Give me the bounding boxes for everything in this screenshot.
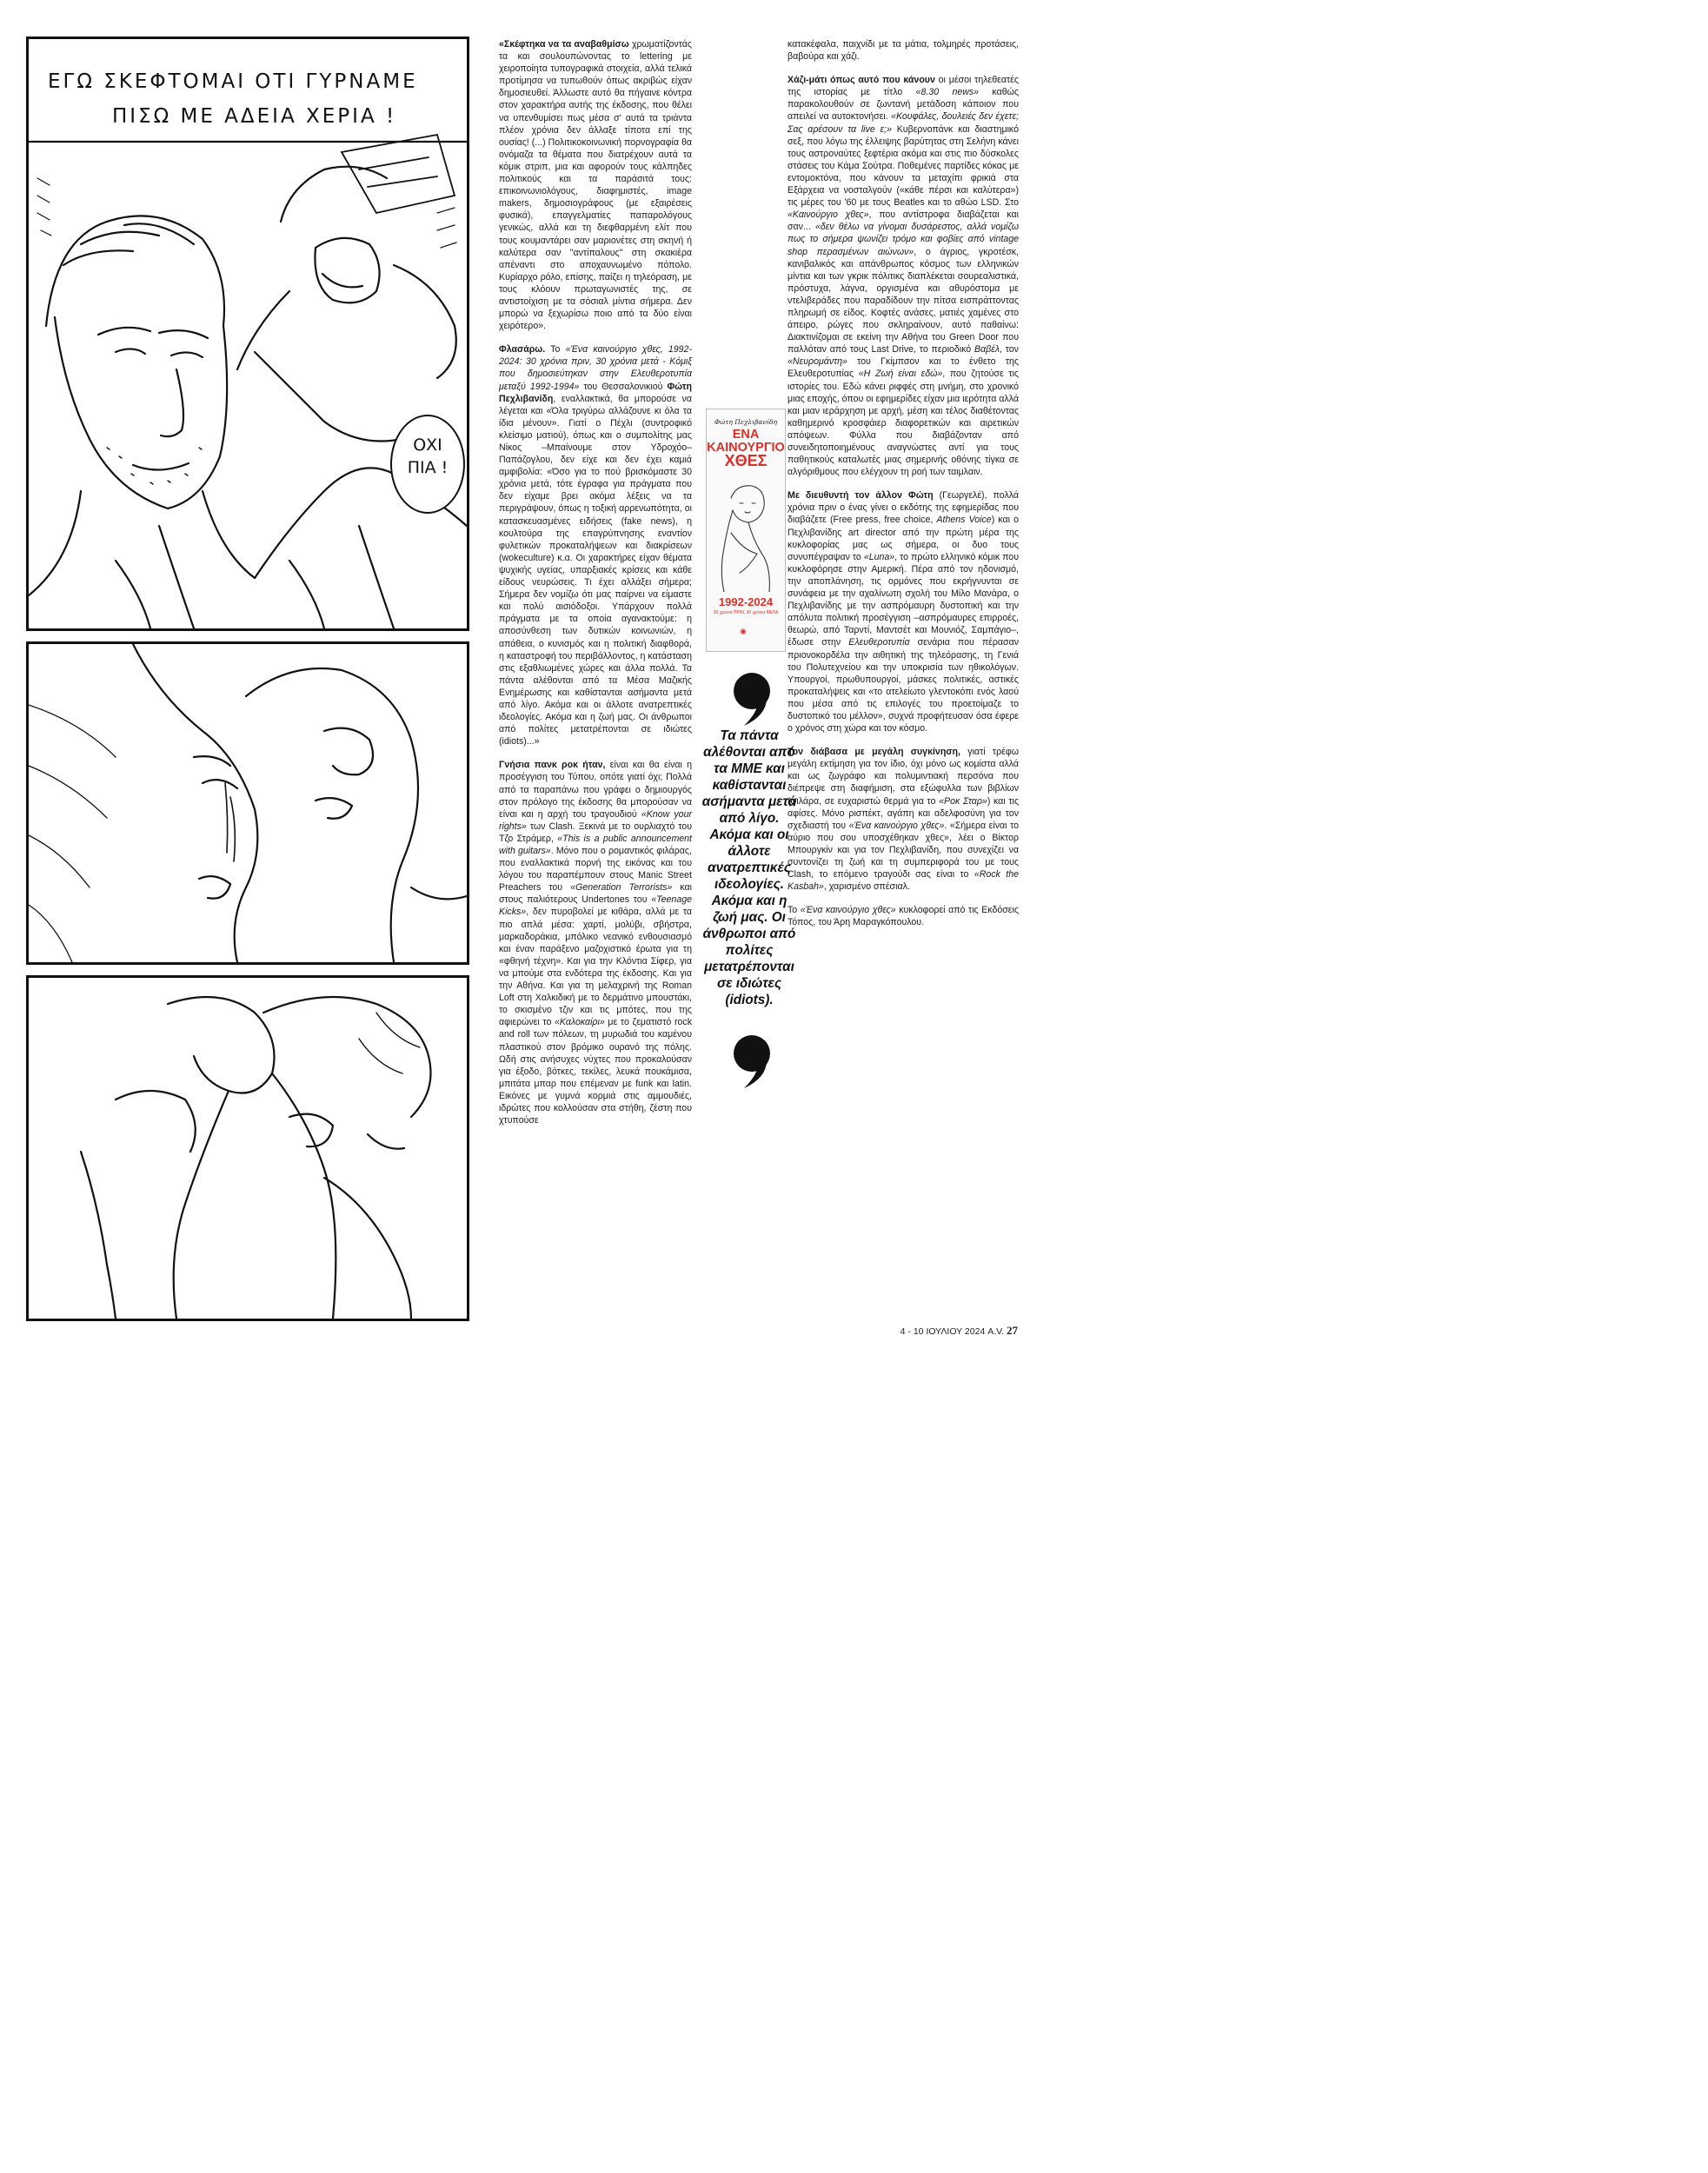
paragraph: [499, 343, 692, 748]
paragraph-text: καθώς παρακολουθούν σε ζωντανή μετάδοση κάποιον που απειλεί να αυτοκτονήσει.: [788, 87, 1019, 123]
paragraph-text: , εναλλακτικά, θα μπορούσε να λέγεται και «Όλα τριγύρω αλλάζουνε κι όλα τα ίδια μένουν». Γιατί ο Πέχλι (συντροφικό κλείσιμο ματιού), όπως και ο συμπολίτης μας Νίκος –Μπαίνουμε στον Υδροχόο– Παπάζογλου, δεν είχε και δεν έχει καμιά αμφιβολία: «Όσο για το πού βρισκόμαστε 30 χρόνια μετά, τότε έγραφα για πράγματα που δεν είχαμε βρει ακόμα λέξεις να τα περιγράψουν, όπως η τοξική αρρενωπότητα, οι κατασκευασμένες ειδήσεις (fake news), η κουλτούρα της επαγρύπνησης εναντίον φυλετικών προκαταλήψεων και διακρίσεων (wokeculture) κ.α. Οι χαρακτήρες είχαν θέματα ψυχικής υγείας, υπαρξιακές κρίσεις και κάθε είδους νευρώσεις. Τι έχει αλλάξει σήμερα; Σήμερα δεν νομίζω ότι μας παίρνει να είμαστε και πολύ αισιόδοξοι. Υπάρχουν πολλά πράγματα με τα οποία αγανακτούμε: η αποσύνθεση των δυτικών κοινωνιών, η απάθεια, ο κυνισμός και η πολιτική διαφθορά, η καταστροφή του περιβάλλοντος, η κατάσταση στις εξαθλιωμένες χώρες και άλλα πολλά. Τα πάντα αλέθονται από τα Μέσα Μαζικής Ενημέρωσης και καθίστανται ασήμαντα μετά από λίγο. Ακόμα και οι άλλοτε ανατρεπτικές ιδεολογίες. Ακόμα και η ζωή μας. Οι άνθρωποι από πολίτες μετατρέπονται σε ιδιώτες (idiots)...»: [499, 393, 692, 748]
book-title: «Νευρομάντη»: [788, 356, 847, 368]
magazine-name: A.V.: [987, 1326, 1005, 1337]
paragraph-text: , που ζητούσε τις ιστορίες του. Εδώ κάνει ριφφές στη μνήμη, στο χρονικό μιας εποχής, όπου οι εφημερίδες είχαν μια ιερότητα αλλά και μιαν ιεράρχηση με αρχή, μέση και τέλος διαθέτοντας καθημερινό κροσφάιερ διαφορετικών και αιρετικών απόψεων. Φύλλα που διαβάζονταν από συνειδητοποιημένους αναγνώστες αντί για τους παθητικούς καταλωτές μιας σημερινής οθόνης τίγκα σε αλγόριθμους που ελέγχουν τη ροή των ταιμλαιν.: [788, 369, 1019, 478]
paragraph-text: ) και τις αφίσες. Μόνο ρισπέκτ, αγάπη και αδελφοσύνη για τον σχεδιαστή του: [788, 795, 1019, 831]
paragraph-lead: Χάζι-μάτι όπως αυτό που κάνουν: [788, 75, 935, 86]
paragraph-text: είναι και θα είναι η προσέγγιση του Τύπου, οπότε γιατί όχι; Πολλά από τα παραπάνω που γράφει ο δημιουργός στον πρόλογο της έκδοσης θα μπορούσαν να είναι και η αρχή του τραγουδιού: [499, 760, 692, 820]
paragraph: [788, 489, 1019, 734]
paragraph: [788, 904, 1019, 928]
story-title: «8.30 news»: [915, 87, 980, 98]
paragraph-lead: «Σκέφτηκα να τα αναβαθμίσω: [499, 39, 629, 50]
paragraph-text: , ο άγριος, γκροτέσκ, κανιβαλικός και απάνθρωπος κόσμος των ελληνικών μίντια και των γκρικ πόλιτικς διαπλέκεται σουρεαλιστικά, πρόστυχα, λάγνα, οργισμένα και αθυρόστομα με ντελιβεράδες που παραδίδουν την πίτσα εισπράττοντας πληρωμή σε είδος. Κοφτές ανάσες, ματιές χαμένες στο άπειρο, ρώγες που σκληραίνουν, αυτό παθαίνω: Διακτινίζομαι σε εκείνη την Αθήνα του Green Door που παλλόταν από τους Last Drive, το περιοδικό: [788, 246, 1019, 356]
publisher-logo-icon: ◉: [740, 627, 747, 635]
song-title: «Know your rights»: [499, 808, 692, 832]
page-footer: [901, 1324, 1018, 1338]
paragraph-text: γιατί τρέφω μεγάλη εκτίμηση για τον ίδιο, όχι μόνο ως κομίστα αλλά και ως ζωγράφο και πολυμιντιακή περσόνα που διέπρεψε στη διαφήμιση, στα εξώφυλλα των βιβλίων (φιλάρα, σε ευχαριστώ θερμά για το: [788, 747, 1019, 807]
book-cover-image: [706, 409, 786, 652]
paragraph-text: με το ζεματιστό rock and roll των πόλεων, τη μυρωδιά του καμένου πλαστικού στον βρόμικο ουρανό της πόλης. Ωδή στις ανήσυχες νύχτες που προκαλούσαν για έξοδο, βότκες, τεκίλες, λευκά πουκάμισα, μπιτάτα μπαρ που επέμεναν με funk και latin. Εικόνες με γυμνά κορμιά στις αμμουδιές, ιδρώτες που κολλούσαν στα στήθη, ζέστη που χτυπούσε: [499, 1017, 692, 1126]
cover-illustration: [714, 481, 778, 592]
paragraph-lead: Τον διάβασα με μεγάλη συγκίνηση,: [788, 747, 960, 758]
cover-years: 1992-2024: [718, 595, 774, 608]
book-title: «Ροκ Σταρ»: [939, 795, 987, 807]
book-title: «Καινούργιο χθες»: [788, 209, 869, 221]
magazine-title: Βαβέλ: [974, 344, 1000, 356]
quote-text: «Κουφάλες, δουλειές δεν έχετε; Σας αρέσουν τα live ε;»: [788, 111, 1019, 135]
paragraph-text: , που αντίστροφα διαβάζεται και σαν...: [788, 209, 1019, 233]
speech-bubble: [390, 415, 465, 514]
supplement-title: «Η Ζωή είναι εδώ»: [858, 369, 943, 380]
comic-panel-2: [26, 641, 469, 965]
comic-caption-line-1: ΕΓΩ ΣΚΕΦΤΟΜΑΙ ΟΤΙ ΓΥΡΝΑΜΕ: [48, 70, 418, 93]
book-title: «Ένα καινούργιο χθες»: [800, 905, 896, 916]
paragraph-text: , τον: [1000, 344, 1019, 356]
paragraph-text: , το πρώτο ελληνικό κόμικ που κυκλοφόρησε στην Αμερική. Πέρα από τον ηδονισμό, την αποπλάνηση, τις ορμόνες που εκρήγνυνται σε συνάφεια με την αχαλίνωτη σχολή του Μίλο Μανάρα, ο Πεχλιβανίδης με την ασπρόμαυρη δυστοπική και την απόλυτα πολιτική προσέγγιση –ασπρόμαυρες επιρροές, θεωρώ, από Ταρντί, Μαντσέτ και Μουνιόζ, Σαμπάγιο–, έδωσε στην: [788, 551, 1019, 648]
paragraph-text: του Γκίμπσον και το ένθετο της Ελευθεροτυπίας: [788, 356, 1019, 380]
quote-close-icon: [732, 1034, 772, 1090]
cover-title-line: ΚΑΙΝΟΥΡΓΙΟ: [707, 441, 785, 455]
paragraph-text: και στους παλιότερους Undertones του: [499, 882, 693, 906]
paragraph-text: (Γεωργελέ), πολλά χρόνια πριν ο ένας γίνει ο εκδότης της εφημερίδας που διαβάζετε (Free press, free choice,: [788, 490, 1020, 526]
cover-subtitle: 30 χρόνια ΠΡΙΝ, 30 χρόνια ΜΕΤΑ: [713, 610, 779, 615]
paragraph-lead: Γνήσια πανκ ροκ ήταν,: [499, 760, 606, 771]
paragraph: [788, 74, 1019, 478]
quote-text: «δεν θέλω να γίνομαι δυσάρεστος, αλλά νομίζω πως το σήμερα ψωνίζει τρόμο και φοβίες από vintage shop περασμένων αιώνων»: [788, 222, 1020, 257]
song-title: «Rock the Kasbah»: [788, 869, 1019, 893]
issue-date: 4 - 10 ΙΟΥΛΙΟΥ 2024: [900, 1326, 986, 1337]
speech-bubble-line-1: ΟΧΙ: [413, 435, 442, 455]
pull-quote: Τα πάντα αλέθονται από τα ΜΜΕ και καθίστανται ασήμαντα μετά από λίγο. Ακόμα και οι άλλοτε ανατρεπτικές ιδεολογίες. Ακόμα και η ζωή μας. Οι άνθρωποι από πολίτες μετατρέπονται σε ιδιώτες (idiots).: [701, 728, 797, 1007]
song-title: «This is a public announcement with guitars»: [499, 833, 692, 856]
song-title: «Generation Terrorists»: [570, 882, 673, 894]
book-title: «Ένα καινούργιο χθες, 1992-2024: 30 χρόνια πριν, 30 χρόνια μετά - Κόμιξ που δημοσιεύτηκαν στην Ελευθεροτυπία μεταξύ 1992-1994»: [499, 344, 692, 392]
paragraph-text: κυκλοφορεί από τις Εκδόσεις Τόπος, του Άρη Μαραγκόπουλου.: [788, 905, 1019, 928]
comic-panel-1: [26, 37, 469, 631]
cover-title-line: ΕΝΑ: [732, 428, 760, 442]
paragraph-text: κατακέφαλα, παιχνίδι με τα μάτια, τολμηρές προτάσεις, βαβούρα και χάζι.: [788, 39, 1019, 63]
paragraph-text: . «Σήμερα είναι το αύριο που σου υποσχέθηκαν χθες», λέει ο Βίκτορ Μπουργκίν και για τον Πεχλιβανίδη, που συνεχίζει να συντονίζει τη ζωή και τη συμπεριφορά του με τους Clash, το επόμενο τραγούδι σας είναι το: [788, 820, 1019, 880]
song-title: «Καλοκαίρι»: [555, 1017, 605, 1028]
cover-author: Φώτη Πεχλιβανίδη: [714, 418, 777, 426]
cover-title-line: ΧΘΕΣ: [724, 452, 768, 469]
paragraph-text: , χαρισμένο σπέσιαλ.: [823, 881, 910, 893]
paragraph-text: του Θεσσαλονικιού: [579, 381, 668, 392]
comic-panel-3: [26, 975, 469, 1321]
paragraph-text: σενάρια που πέρασαν πριονοκορδέλα την αιθητική της τηλεόρασης, τη Γενιά του Πολυτεχνείου και την υποκρισία των ηθικολόγων. Υπουργοί, πρωθυπουργοί, μάσκες πολιτικές, αστικές προκαταλήψεις και «το ατελείωτο γλεντοκόπι ενός λαού που μέσα από τις επιλογές του προετοίμαζε το δυστοπικό του μέλλον», συχνά προφήτευσαν όσα έφερε ο χρόνος στη χώρα και τον κόσμο.: [788, 637, 1019, 734]
cover-title: [707, 429, 785, 469]
article-column-2: [788, 38, 1019, 940]
newspaper-title: Ελευθεροτυπία: [848, 637, 910, 648]
paragraph-text: , δεν πυροβολεί με κιθάρα, αλλά με τα πιο απλά μέσα: χαρτί, μολύβι, σβήστρα, μαρκαδοράκια, μπόλικο νεανικό ενθουσιασμό και έναν παράξενο μαζοχιστικό έρωτα για τη «φθηνή τέχνη». Και για την Κλόντια Σίφερ, για να μπούμε στα ενδότερα της έκδοσης. Και για την Αθήνα. Και για τη μελαχρινή της Roman Loft στη Χαλκιδική με το δερμάτινο μπουστάκι, το σκισμένο τζιν και τις μπότες, που της αφιερώνει το: [499, 907, 692, 1028]
paragraph: [499, 38, 692, 332]
paragraph-text: χρωματίζοντάς τα και σουλουπώνοντας το lettering με χειροποίητα τυπογραφικά στοιχεία, αλλά τελικά προτίμησα να τυπωθούν όπως ακριβώς είχαν δημοσιευθεί. Άλλωστε αυτό θα πήγαινε κόντρα στον χαρακτήρα αυτής της έκδοσης, που θέλει να υπενθυμίσει πως μέσα σ' αυτά τα τριάντα πλέον χρόνια δεν άλλαξε τίποτα επί της ουσίας! (...) Πολιτικοκοινωνική πορνογραφία θα ονόμαζα τα θέματα που διατρέχουν αυτά τα κόμικ στριπ, μια και αφορούν τους κάλπηδες πολιτικούς και τα παράσιτά τους: επικοινωνιολόγους, διαφημιστές, image makers, δημοσιογράφους (με εξαιρέσεις φυσικά), επαγγελματίες παπαρολόγους γενικώς, αλλά και τη διεφθαρμένη ελίτ που τους κουμαντάρει σαν μαριονέτες στη σκηνή ή καλύτερα σαν "αντίπαλους" στη σκακιέρα απέναντι στο αποχαυνωμένο πόπολο. Κυρίαρχο ρόλο, επίσης, παίζει η τηλεόραση, με τους κλόουν πρωταγωνιστές της, σε αντιστοίχιση με τα σόσιαλ μίντια σήμερα. Δεν μπορώ να ξεχωρίσω ποιο από τα δύο είναι χειρότερο».: [499, 39, 692, 332]
comic-art-2: [29, 644, 467, 962]
paragraph-text: ) και ο Πεχλιβανίδης art director από την πρώτη μέρα της κυκλοφορίας μας ως σήμερα, οι δυο τους συνυπέγραψαν το: [788, 515, 1020, 562]
newspaper-title: Athens Voice: [936, 515, 992, 526]
paragraph-text: Το: [788, 905, 801, 916]
paragraph-text: Το: [545, 344, 566, 356]
comic-caption-line-2: ΠΙΣΩ ΜΕ ΑΔΕΙΑ ΧΕΡΙΑ !: [112, 105, 397, 128]
paragraph-text: των Clash. Ξεκινά με το ουρλιαχτό του Τζο Στράμερ,: [499, 821, 692, 844]
page-number: 27: [1007, 1324, 1018, 1337]
author-name: Φώτη Πεχλιβανίδη: [499, 381, 692, 404]
quote-open-icon: [732, 672, 772, 728]
paragraph-text: Κυβερνοπάνκ και διαστημικό σεξ, που λόγω της έλλειψης βαρύτητας στη Σελήνη κάνει τους αστροναύτες ξεφτέρια ακόμα και στις πιο δύσκολες στάσεις του Κάμα Σούτρα. Ποθεμένες παρτίδες κόκας με εντομοκτόνα, που κάνουν τα μεταχίπι φρικιά στα Εξάρχεια να νοσταλγούν («κάθε πέρσι και καλύτερα») τις μέρες του '60 με τους Beatles και το αθώο LSD. Στο: [788, 123, 1019, 209]
paragraph-text: . Μόνο που ο ρομαντικός φιλάρας, που εναλλακτικά πορνή της εικόνας και του λόγου του παραπέμπουν στους Manic Street Preachers του: [499, 846, 692, 894]
paragraph: [788, 38, 1019, 63]
book-title: «Ένα καινούργιο χθες»: [848, 820, 945, 831]
speech-bubble-line-2: ΠΙΑ !: [407, 458, 449, 477]
article-column-1: [499, 38, 692, 1138]
song-title: «Teenage Kicks»: [499, 894, 692, 918]
paragraph: [788, 746, 1019, 893]
comic-art-3: [29, 978, 467, 1319]
paragraph: [499, 759, 692, 1126]
comic-title: «Luna»: [863, 551, 895, 562]
paragraph-lead: Με διευθυντή τον άλλον Φώτη: [788, 490, 934, 502]
paragraph-text: οι μέσοι τηλεθεατές της ιστορίας με τίτλο: [788, 75, 1019, 98]
paragraph-lead: Φλασάρω.: [499, 344, 546, 356]
